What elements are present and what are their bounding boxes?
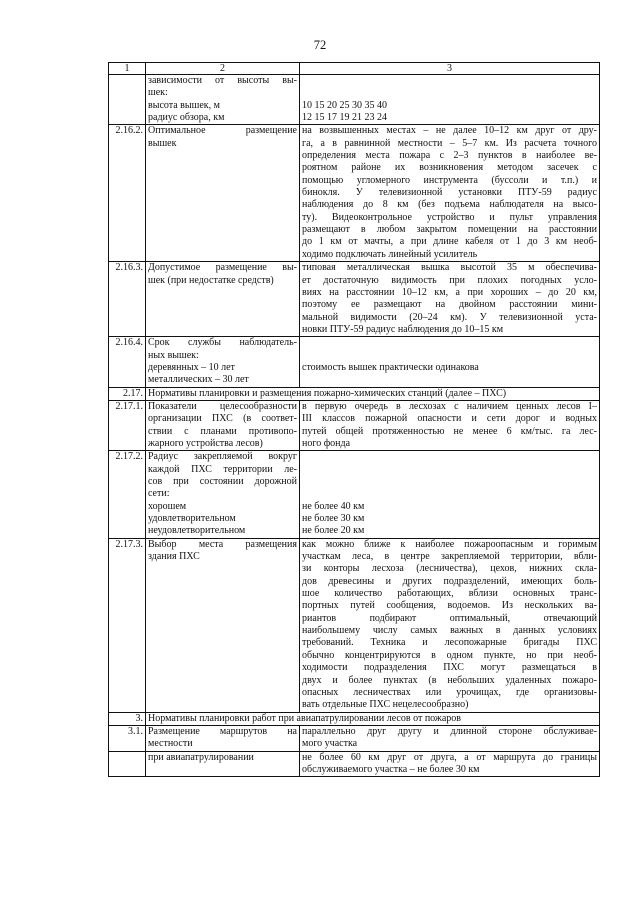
table-row [109,400,600,450]
value-line [302,464,597,476]
value-line [302,75,597,87]
parameter-line: Срок службы наблюдатель- [148,337,297,349]
value-line: не более 20 км [302,525,365,537]
value-line: портных путей сообщения, водоемов. Из нескольких ва- [302,600,597,612]
table-row [109,451,600,538]
value-line: поэтому ее размещают на двойном расстоянии мини- [302,299,597,311]
value-cell [300,538,600,712]
value-line: обслуживаемого участка – не более 30 км [302,763,480,775]
value-line: виях на расстоянии 10–12 км, а при хороших – до 20 км, [302,286,597,298]
table-row [109,751,600,777]
table-row [109,262,600,337]
item-number [109,751,146,777]
value-line: 12 15 17 19 21 23 24 [302,112,387,124]
value-cell [300,751,600,777]
item-number: 2.17.2. [109,451,146,538]
item-number: 2.16.3. [109,262,146,337]
parameter-line: Радиус закрепляемой вокруг [148,451,297,463]
parameter-line: деревянных – 10 лет [148,361,235,373]
parameter-line: ных вышек: [148,349,199,361]
norms-table [108,62,600,777]
parameter-line: Показатели целесообразности [148,400,297,412]
value-line: наибольшему числу самых важных в данных условиях [302,625,597,637]
table-row [109,725,600,751]
value-line: ту). Видеоконтрольное устройство и пульт управления [302,211,597,223]
value-line: помощью угломерного инструмента (буссоли и т.п.) и [302,174,597,186]
value-line [302,451,597,463]
section-heading: Нормативы планировки и размещения пожарно-химических станций (далее – ПХС) [146,387,600,400]
value-line: мальной видимости (20–24 км). У телевизионной уста- [302,311,597,323]
value-line: обычно концентрируются в одном пункте, но при необ- [302,649,597,661]
table-header-row [109,63,600,75]
value-line: размещают в любом закрытом помещении на расстоянии [302,224,597,236]
value-cell [300,125,600,262]
value-line: двух и более пунктах (в небольших удаленных пожаро- [302,674,597,686]
value-line [302,476,597,488]
parameter-line: удовлетворительном [148,513,236,525]
table-row [109,75,600,125]
parameter-line: Оптимальное размещение [148,125,297,137]
parameter-line: шек: [148,87,168,99]
parameter-line: жарного устройства лесов) [148,437,263,449]
value-cell [300,337,600,387]
parameter-cell [146,75,300,125]
parameter-line: местности [148,738,193,750]
parameter-cell [146,751,300,777]
value-line: вать отдельные ПХС нецелесообразно) [302,699,469,711]
value-line: ходимости подразделения ПХС могут размещаться в [302,662,597,674]
value-line: дов древесины и других подразделений, имеющих боль- [302,575,597,587]
value-line: риантов подбирают оптимальный, отвечающий [302,612,597,624]
value-line: роятном районе их возникновения методом засечек с [302,162,597,174]
value-line [302,488,597,500]
column-header: 3 [300,63,600,75]
column-header: 1 [109,63,146,75]
value-line: стоимость вышек практически одинакова [302,361,479,373]
item-number: 2.17.3. [109,538,146,712]
table-row [109,337,600,387]
parameter-line: Выбор места размещения [148,538,297,550]
parameter-line: высота вышек, м [148,99,220,111]
value-line: наблюдения до 8 км (без подъема наблюдателя на высо- [302,199,597,211]
value-line: шое количество работающих, вблизи основных транс- [302,588,597,600]
value-line: бинокля. У телевизионной установки ПТУ-59 радиус [302,187,597,199]
parameter-line: радиус обзора, км [148,112,225,124]
value-line: не более 60 км друг от друга, а от маршрута до границы [302,751,597,763]
parameter-line: металлических – 30 лет [148,374,249,386]
value-line: на возвышенных местах – не далее 10–12 км друг от дру- [302,125,597,137]
value-line: опасных лесничествах или урочищах, где организовы- [302,686,597,698]
value-line: новки ПТУ-59 радиус наблюдения до 10–15 км [302,323,504,335]
parameter-line: сов при состоянии дорожной [148,476,297,487]
parameter-line: шек (при недостатке средств) [148,274,274,286]
value-line: путей общей протяженностью не менее 6 км/тыс. га лес- [302,425,597,437]
item-number: 2.16.2. [109,125,146,262]
parameter-cell [146,337,300,387]
parameter-cell [146,451,300,538]
parameter-line: организации ПХС (в соответ- [148,413,297,425]
parameter-cell [146,538,300,712]
table-row [109,538,600,712]
value-line: ного фонда [302,437,351,449]
value-cell [300,451,600,538]
value-line: требований. Техника и лесопожарные бригады ПХС [302,637,597,649]
item-number: 2.17.1. [109,400,146,450]
parameter-line: здания ПХС [148,551,200,563]
parameter-line: вышек [148,137,177,149]
parameter-line: зависимости от высоты вы- [148,75,297,86]
item-number: 2.16.4. [109,337,146,387]
parameter-line: при авиапатрулировании [148,751,254,763]
value-line: параллельно друг другу и длинной стороне обслуживае- [302,725,597,737]
value-line: III классов пожарной опасности и сети дорог и водных [302,413,597,425]
parameter-line: сети: [148,488,170,500]
value-line: мого участка [302,738,358,750]
parameter-cell [146,400,300,450]
value-line: зи конторы лесхоза (лесничества), цехов, нижних скла- [302,563,597,575]
item-number [109,75,146,125]
value-line: га, а в равнинной местности – 5–7 км. Из расчета точного [302,137,597,149]
value-line: до 1 км от мачты, а при длине кабеля от 1 до 3 км необ- [302,236,597,248]
value-line: не более 30 км [302,513,365,525]
item-number: 3.1. [109,725,146,751]
value-line: ходимо подключать линейный усилитель [302,248,478,260]
section-heading-row [109,387,600,400]
parameter-line: Размещение маршрутов на [148,725,297,737]
value-line: 10 15 20 25 30 35 40 [302,99,387,111]
value-cell [300,262,600,337]
parameter-cell [146,125,300,262]
value-cell [300,75,600,125]
value-line: как можно ближе к наиболее пожароопасным и горимым [302,538,597,550]
value-line [302,374,597,386]
section-heading: Нормативы планировки работ при авиапатрулировании лесов от пожаров [146,712,600,725]
value-line [302,350,597,362]
parameter-line: Допустимое размещение вы- [148,262,297,274]
parameter-line: каждой ПХС территории ле- [148,463,297,475]
value-line: не более 40 км [302,500,365,512]
value-line: определения места пожара с 2–3 пунктов в наиболее ве- [302,150,597,162]
column-header: 2 [146,63,300,75]
parameter-line: ствии с планами противопо- [148,425,297,437]
parameter-cell [146,725,300,751]
value-cell [300,725,600,751]
value-line: типовая металлическая вышка высотой 35 м обеспечива- [302,262,597,274]
section-heading-row [109,712,600,725]
value-line [302,87,597,99]
item-number: 2.17. [109,387,146,400]
parameter-line: хорошем [148,500,187,512]
value-line: участкам леса, в центре закрепляемой территории, вбли- [302,551,597,563]
parameter-line: неудовлетворительном [148,525,246,537]
value-line: в первую очередь в лесхозах с наличием ценных лесов I– [302,400,597,412]
parameter-cell [146,262,300,337]
item-number: 3. [109,712,146,725]
value-cell [300,400,600,450]
page-number: 72 [313,38,327,52]
value-line [302,337,597,349]
value-line: ет достаточную видимость при плохих погодных усло- [302,274,597,286]
table-row [109,125,600,262]
